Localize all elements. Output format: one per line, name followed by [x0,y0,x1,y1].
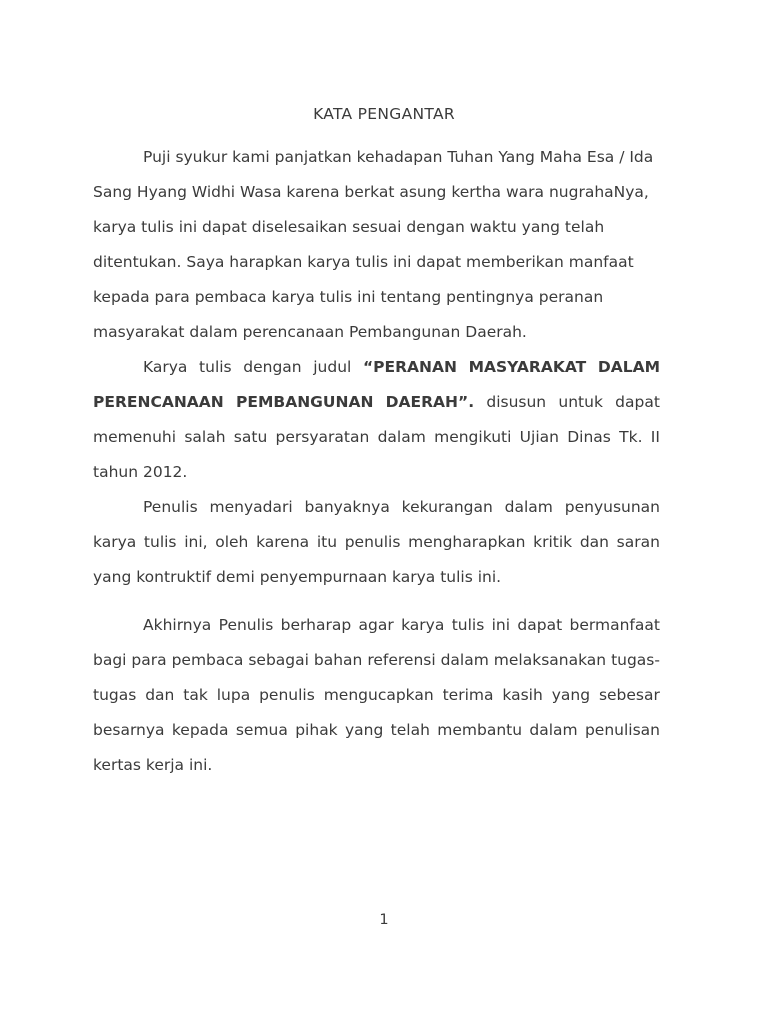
word: mengharapkan [408,533,526,551]
word: bermanfaat [569,616,660,634]
word: dan [145,686,175,704]
word: kepada [171,721,229,739]
word: persyaratan [275,428,370,446]
word: telah [390,721,430,739]
word: besarnya [93,721,165,739]
word: DAERAH”. [385,393,475,411]
paragraph-4 [93,615,660,790]
word: berharap [280,616,352,634]
word: satu [233,428,268,446]
word: dalam [440,651,489,669]
word: Tk. [619,428,643,446]
word: saran [616,533,660,551]
word: lupa [216,686,251,704]
word: dengan [243,358,302,376]
word: yang [345,721,384,739]
word: tugas- [611,651,660,669]
page-number: 1 [379,912,389,928]
word: sebagai [248,651,309,669]
text-line [93,462,660,497]
text-line [93,182,660,217]
word: DALAM [597,358,660,376]
word: memenuhi [93,428,177,446]
word: judul [313,358,352,376]
word: untuk [558,393,603,411]
word: mengikuti [434,428,512,446]
word: mengucapkan [323,686,434,704]
word: kasih [502,686,543,704]
word: penulisan [584,721,660,739]
text-line [93,357,660,392]
word: oleh [215,533,249,551]
word: semua [235,721,288,739]
word: membantu [437,721,523,739]
text-line [93,755,660,790]
text-line [93,615,660,650]
word: referensi [367,651,436,669]
word: dalam [529,721,578,739]
word: pihak [295,721,338,739]
word: Dinas [567,428,611,446]
paragraph-3 [93,497,660,602]
text-segment: masyarakat dalam perencanaan Pembangunan Daerah. [93,323,527,341]
document-title: KATA PENGANTAR [313,105,455,123]
paragraph-1 [93,147,660,357]
word: PERENCANAAN [93,393,224,411]
word: tulis [451,616,485,634]
word: bahan [313,651,363,669]
word: Akhirnya [143,616,212,634]
word: karya [93,533,137,551]
word: banyaknya [304,498,390,516]
word: tulis [143,533,177,551]
word: bagi [93,651,127,669]
text-segment: karya tulis ini dapat diselesaikan sesuai dengan waktu yang telah [93,218,605,236]
text-line [93,497,660,532]
word: sebesar [598,686,660,704]
word: kekurangan [401,498,493,516]
word: PEMBANGUNAN [236,393,374,411]
word: kritik [533,533,573,551]
word: ini [491,616,511,634]
text-line [93,287,660,322]
word: tugas [93,686,137,704]
word: pembaca [171,651,244,669]
word: salah [184,428,226,446]
word: para [131,651,167,669]
word: menyadari [209,498,293,516]
word: Karya [143,358,188,376]
text-segment: tahun 2012. [93,463,188,481]
text-segment: kepada para pembaca karya tulis ini tentang pentingnya peranan [93,288,604,306]
word: Penulis [218,616,274,634]
text-line [93,720,660,755]
word: dan [579,533,609,551]
paragraph-2 [93,357,660,497]
text-line [93,217,660,252]
word: disusun [486,393,547,411]
word: penulis [344,533,401,551]
word: dapat [615,393,660,411]
word: Ujian [519,428,559,446]
text-line [93,567,660,602]
word: “PERANAN [362,358,457,376]
word: Penulis [143,498,198,516]
text-segment: yang kontruktif demi penyempurnaan karya tulis ini. [93,568,502,586]
text-line [93,685,660,720]
word: tulis [199,358,232,376]
word: karya [401,616,445,634]
word: ini, [184,533,208,551]
word: dalam [504,498,553,516]
text-line [93,147,660,182]
word: tak [183,686,208,704]
word: melaksanakan [493,651,607,669]
text-segment: kertas kerja ini. [93,756,213,774]
text-segment: Sang Hyang Widhi Wasa karena berkat asung kertha wara nugrahaNya, [93,183,649,201]
text-line [93,650,660,685]
text-line [93,322,660,357]
word: karena [256,533,310,551]
text-line [93,532,660,567]
word: dapat [517,616,563,634]
word: terima [442,686,494,704]
text-line [93,252,660,287]
word: penyusunan [564,498,660,516]
word: penulis [259,686,315,704]
text-segment: ditentukan. Saya harapkan karya tulis ini dapat memberikan manfaat [93,253,634,271]
document-body [93,147,660,790]
word: yang [551,686,591,704]
text-line [93,392,660,427]
word: dalam [377,428,426,446]
word: itu [316,533,338,551]
text-segment: Puji syukur kami panjatkan kehadapan Tuhan Yang Maha Esa / Ida [143,148,654,166]
word: MASYARAKAT [468,358,587,376]
word: II [650,428,660,446]
word: agar [358,616,394,634]
text-line [93,427,660,462]
